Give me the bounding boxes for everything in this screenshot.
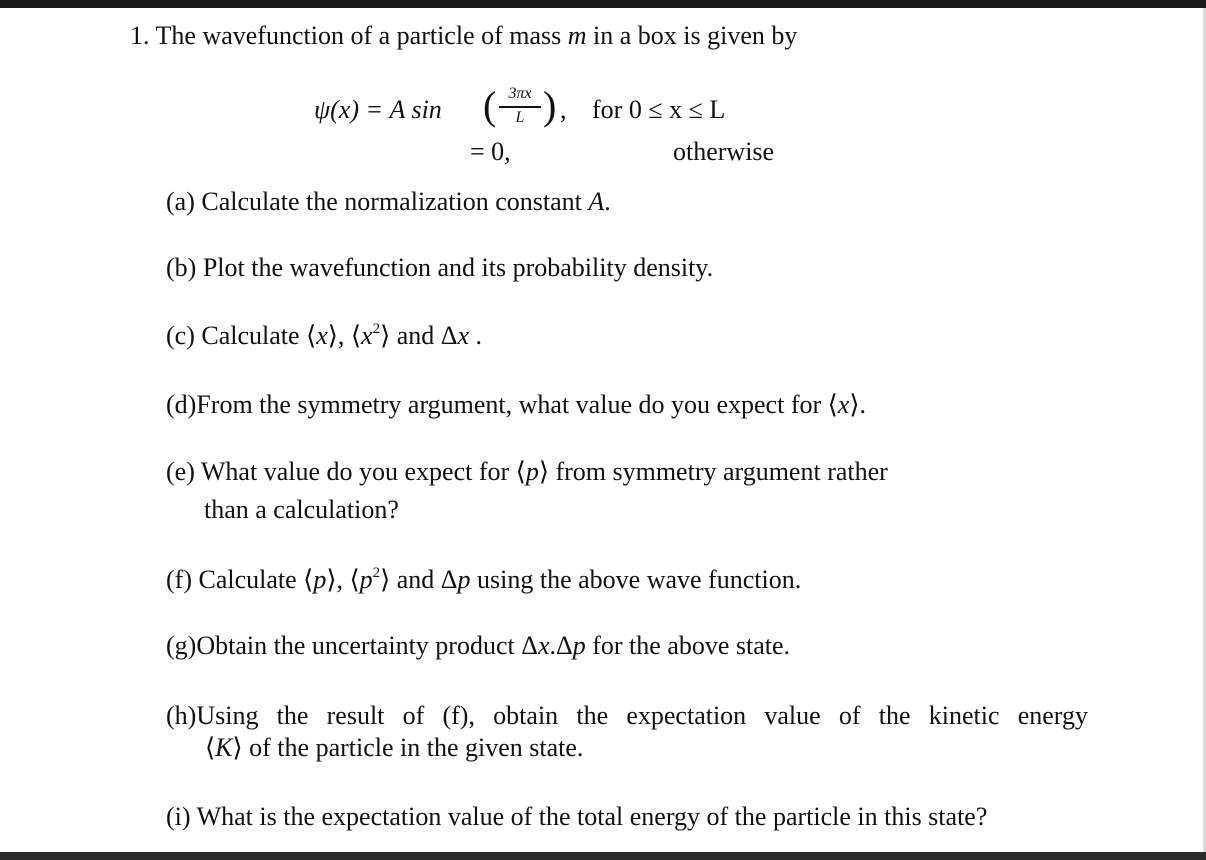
part-c-x1: x — [316, 321, 328, 350]
part-e-pre: What value do you expect for ⟨ — [200, 457, 526, 486]
part-c-tail: . — [469, 321, 483, 350]
equation-line2: = 0, — [470, 137, 511, 166]
part-e-line2: than a calculation? — [204, 495, 399, 524]
part-g-x: x — [537, 631, 550, 660]
equation-comma: , — [560, 95, 567, 124]
part-h-label: (h) — [166, 701, 197, 730]
part-e — [166, 457, 888, 487]
part-a-label: (a) — [166, 187, 195, 216]
part-f-label: (f) — [166, 565, 192, 594]
part-d-variable: x — [837, 390, 850, 419]
part-c-x3: x — [457, 321, 470, 350]
part-i — [166, 802, 987, 832]
part-h-line1: Using the result of (f), obtain the expectation value of the kinetic energy — [196, 701, 1088, 730]
part-c-x2: x — [361, 321, 373, 350]
part-d — [166, 390, 866, 420]
part-e-label: (e) — [166, 457, 195, 486]
equation-lhs: ψ(x) = A sin — [314, 95, 442, 124]
part-e-post: ⟩ from symmetry argument rather — [538, 457, 888, 486]
part-g — [166, 631, 790, 661]
part-f-p3: p — [457, 565, 471, 594]
part-a-tail: . — [604, 187, 611, 216]
part-h — [166, 701, 1088, 731]
bottom-window-border — [0, 852, 1206, 860]
top-window-border — [0, 0, 1206, 8]
equation-open-paren: ( — [483, 83, 497, 128]
part-h-line2-tail: ⟩ of the particle in the given state. — [232, 733, 584, 762]
fraction-denominator: L — [515, 109, 525, 126]
part-c — [166, 321, 482, 355]
equation-condition-2: otherwise — [673, 137, 775, 166]
part-f-exponent: 2 — [372, 565, 381, 581]
equation-condition-1: for 0 ≤ x ≤ L — [592, 95, 726, 124]
part-d-label: (d) — [166, 390, 197, 419]
part-a — [166, 187, 611, 217]
mass-variable: m — [567, 21, 587, 50]
part-c-mid1: ⟩, ⟨ — [327, 321, 362, 350]
part-f-tail: using the above wave function. — [470, 565, 802, 594]
part-d-text: From the symmetry argument, what value do you expect for ⟨ — [196, 390, 838, 419]
part-b-text: Plot the wavefunction and its probability density. — [202, 253, 714, 282]
equation-close-paren: ) — [543, 83, 557, 128]
part-i-label: (i) — [166, 802, 191, 831]
part-g-pre: Obtain the uncertainty product Δ — [196, 631, 538, 660]
part-e-variable: p — [525, 457, 539, 486]
part-c-mid2: ⟩ and Δ — [380, 321, 458, 350]
part-f-p2: p — [359, 565, 373, 594]
part-f — [166, 565, 801, 599]
part-h-line2 — [205, 733, 583, 763]
problem-statement — [130, 21, 797, 51]
part-g-tail: for the above state. — [585, 631, 791, 660]
part-g-p: p — [572, 631, 586, 660]
part-h-open: ⟨ — [205, 733, 216, 762]
part-g-label: (g) — [166, 631, 197, 660]
part-c-label: (c) — [166, 321, 195, 350]
fraction-numerator: 3πx — [508, 85, 532, 102]
part-c-exponent: 2 — [372, 321, 381, 337]
part-b — [166, 253, 713, 283]
part-c-pre: Calculate ⟨ — [201, 321, 317, 350]
part-d-tail: ⟩. — [849, 390, 866, 419]
fraction-bar — [499, 106, 541, 108]
part-h-variable: K — [215, 733, 233, 762]
problem-number: 1. — [130, 21, 150, 50]
part-b-label: (b) — [166, 253, 197, 282]
part-f-pre: Calculate ⟨ — [198, 565, 314, 594]
problem-intro-tail: in a box is given by — [593, 21, 798, 50]
part-a-variable: A — [588, 187, 605, 216]
part-f-mid2: ⟩ and Δ — [380, 565, 458, 594]
part-f-p1: p — [313, 565, 327, 594]
part-f-mid1: ⟩, ⟨ — [326, 565, 360, 594]
part-g-dot: .Δ — [549, 631, 573, 660]
part-a-text: Calculate the normalization constant — [201, 187, 582, 216]
problem-intro: The wavefunction of a particle of mass — [155, 21, 562, 50]
part-i-text: What is the expectation value of the total energy of the particle in this state? — [196, 802, 988, 831]
